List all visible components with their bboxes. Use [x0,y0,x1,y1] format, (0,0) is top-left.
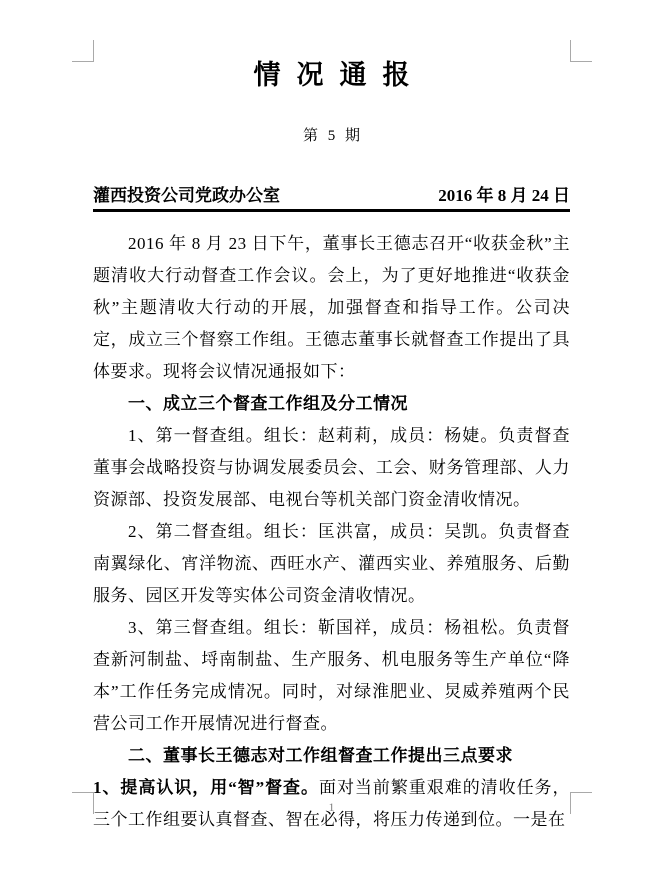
page-number: 1 [328,800,335,814]
paragraph-lead-bold: 1、提高认识，用“智”督查。 [93,778,319,797]
body-paragraph: 1、第一督查组。组长：赵莉莉，成员：杨婕。负责督查董事会战略投资与协调发展委员会、工会、财务管理部、人力资源部、投资发展部、电视台等机关部门资金清收情况。 [93,426,570,509]
body-paragraph: 1、提高认识，用“智”督查。面对当前繁重艰难的清收任务，三个工作组要认真督查、智在必得，将压力传递到位。一是在 [93,778,571,829]
section-heading: 一、成立三个督查工作组及分工情况 [128,394,408,413]
document-title: 情况通报 [253,60,426,90]
body-paragraph: 3、第三督查组。组长：靳国祥，成员：杨祖松。负责督查新河制盐、埒南制盐、生产服务、机电服务等生产单位“降本”工作任务完成情况。同时，对绿淮肥业、炅威养殖两个民营公司工作开展情况进行督查。 [93,618,570,733]
masthead-row [93,181,570,206]
section-heading: 二、董事长王德志对工作组督查工作提出三点要求 [128,746,513,765]
issuing-org: 灌西投资公司党政办公室 [93,186,280,205]
header-rule [93,209,570,212]
crop-mark-bottom-left [72,792,94,814]
body-paragraph: 2、第二督查组。组长：匡洪富，成员：吴凯。负责督查南翼绿化、宵洋物流、西旺水产、灌西实业、养殖服务、后勤服务、园区开发等实体公司资金清收情况。 [93,522,570,605]
issue-number: 第 5 期 [302,128,363,144]
crop-mark-bottom-right [570,792,592,814]
issue-date: 2016 年 8 月 24 日 [438,186,570,205]
crop-mark-top-left [72,40,94,62]
body-paragraph: 2016 年 8 月 23 日下午，董事长王德志召开“收获金秋”主题清收大行动督查工作会议。会上，为了更好地推进“收获金秋”主题清收大行动的开展，加强督查和指导工作。公司决定，成立三个督察工作组。王德志董事长就督查工作提出了具体要求。现将会议情况通报如下： [93,234,570,381]
document-body [93,228,570,836]
crop-mark-top-right [570,40,592,62]
